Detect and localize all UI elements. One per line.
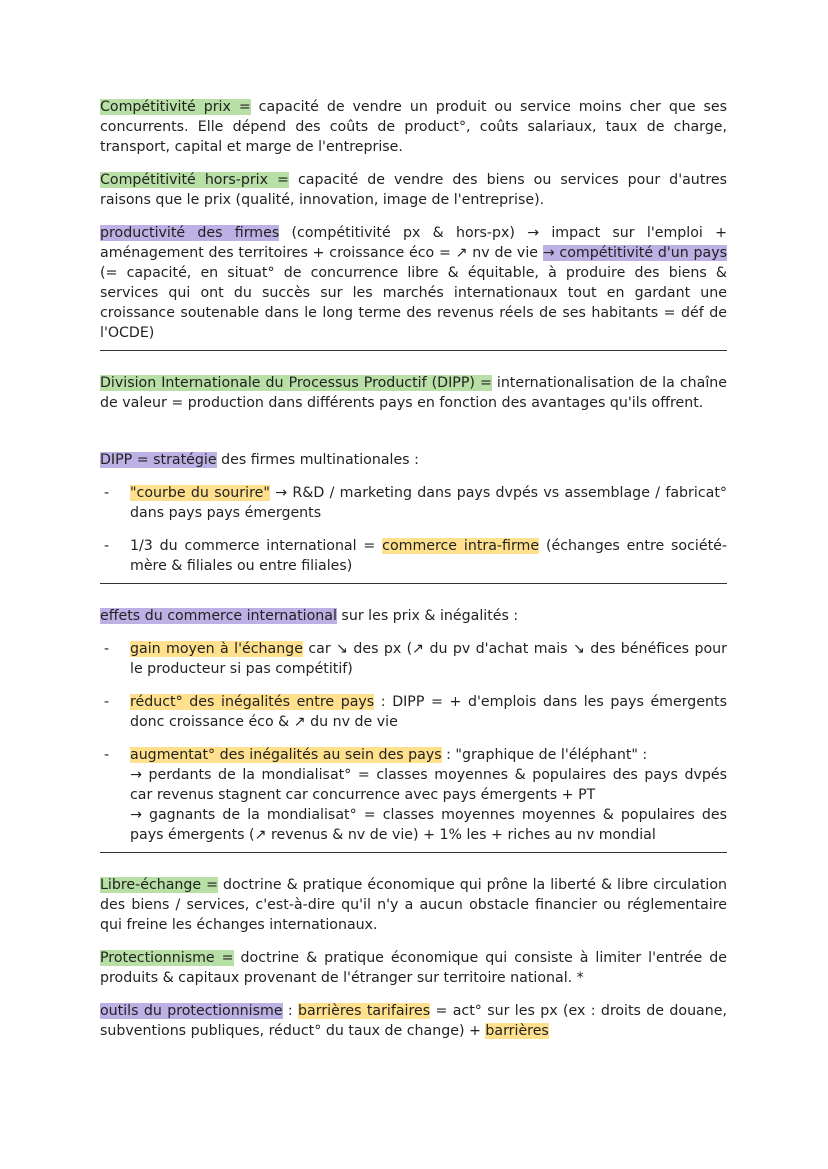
term-highlight: Compétitivité hors-prix = (100, 172, 289, 188)
paragraph-text: = act° sur les px (ex : droits de douane, subventions publiques, réduct° du taux de change) + (100, 1003, 727, 1039)
dash-bullet: - (104, 538, 110, 554)
sub-line: → perdants de la mondialisat° = classes moyennes & populaires des pays dvpés car revenus stagnent car concurrence avec pays émergents + PT (130, 767, 727, 803)
keyword-highlight: gain moyen à l'échange (130, 641, 303, 657)
term-highlight: effets du commerce international (100, 608, 337, 624)
term-highlight: Compétitivité prix = (100, 99, 251, 115)
term-highlight: → compétitivité d'un pays (542, 245, 727, 261)
heading-dipp-strategie (100, 450, 727, 470)
list-item (100, 536, 727, 576)
term-highlight: productivité des firmes (100, 225, 280, 241)
section-divider (100, 350, 727, 351)
item-text: : "graphique de l'éléphant" : (441, 747, 648, 763)
item-text: → R&D / marketing dans pays dvpés vs assemblage / fabricat° dans pays pays émergents (130, 485, 727, 521)
heading-effets-commerce (100, 606, 727, 626)
term-highlight: DIPP = stratégie (100, 452, 217, 468)
term-highlight: outils du protectionnisme (100, 1003, 283, 1019)
definition-text: doctrine & pratique économique qui prône la liberté & libre circulation des biens / services, c'est-à-dire qu'il n'y a aucun obstacle financier ou réglementaire qui freine les échanges internationaux. (100, 877, 727, 933)
item-text: (échanges entre société-mère & filiales ou entre filiales) (130, 538, 727, 574)
definition-protectionnisme (100, 948, 727, 988)
dipp-list (100, 483, 727, 576)
sub-line: → gagnants de la mondialisat° = classes moyennes moyennes & populaires des pays émergents (↗ revenus & nv de vie) + 1% les + riches au nv mondial (130, 807, 727, 843)
term-highlight: Division Internationale du Processus Productif (DIPP) = (100, 375, 492, 391)
definition-libre-echange (100, 875, 727, 935)
list-item (100, 692, 727, 732)
dash-bullet: - (104, 747, 110, 763)
dash-bullet: - (104, 485, 110, 501)
definition-text: internationalisation de la chaîne de valeur = production dans différents pays en fonction des avantages qu'ils offrent. (100, 375, 727, 411)
section-divider (100, 583, 727, 584)
list-item (100, 745, 727, 845)
item-text: car ↘ des px (↗ du pv d'achat mais ↘ des bénéfices pour le producteur si pas compétitif) (130, 641, 727, 677)
section-divider (100, 852, 727, 853)
definition-competitivite-prix (100, 97, 727, 157)
paragraph-productivite (100, 223, 727, 343)
notes-content (100, 97, 727, 1041)
paragraph-text: (compétitivité px & hors-px) → impact sur l'emploi + aménagement des territoires + croissance éco = ↗ nv de vie (100, 225, 727, 261)
keyword-highlight: barrières tarifaires (298, 1003, 431, 1019)
heading-text: sur les prix & inégalités : (336, 608, 519, 624)
keyword-highlight: commerce intra-firme (382, 538, 540, 554)
list-item (100, 639, 727, 679)
list-item (100, 483, 727, 523)
dash-bullet: - (104, 694, 110, 710)
effets-list (100, 639, 727, 845)
heading-text: des firmes multinationales : (216, 452, 419, 468)
item-text: : DIPP = + d'emplois dans les pays émergents donc croissance éco & ↗ du nv de vie (130, 694, 727, 730)
keyword-highlight: "courbe du sourire" (130, 485, 270, 501)
paragraph-text: : (282, 1003, 299, 1019)
definition-text: doctrine & pratique économique qui consiste à limiter l'entrée de produits & capitaux provenant de l'étranger sur territoire national. * (100, 950, 728, 986)
definition-text: capacité de vendre un produit ou service moins cher que ses concurrents. Elle dépend des coûts de product°, coûts salariaux, taux de charge, transport, capital et marge de l'entreprise. (100, 99, 727, 155)
definition-text: capacité de vendre des biens ou services pour d'autres raisons que le prix (qualité, innovation, image de l'entreprise). (100, 172, 727, 208)
dash-bullet: - (104, 641, 110, 657)
term-highlight: Libre-échange = (100, 877, 219, 893)
paragraph-text: (= capacité, en situat° de concurrence libre & équitable, à produire des biens & services qui ont du succès sur les marchés internationaux tout en gardant une croissance soutenable dans le long terme des revenus réels de ses habitants = déf de l'OCDE) (100, 265, 727, 341)
term-highlight: Protectionnisme = (100, 950, 234, 966)
definition-competitivite-hors-prix (100, 170, 727, 210)
keyword-highlight: barrières (485, 1023, 549, 1039)
keyword-highlight: augmentat° des inégalités au sein des pays (130, 747, 442, 763)
item-text: 1/3 du commerce international = (130, 538, 383, 554)
paragraph-outils-protectionnisme (100, 1001, 727, 1041)
keyword-highlight: réduct° des inégalités entre pays (130, 694, 375, 710)
definition-dipp (100, 373, 727, 413)
